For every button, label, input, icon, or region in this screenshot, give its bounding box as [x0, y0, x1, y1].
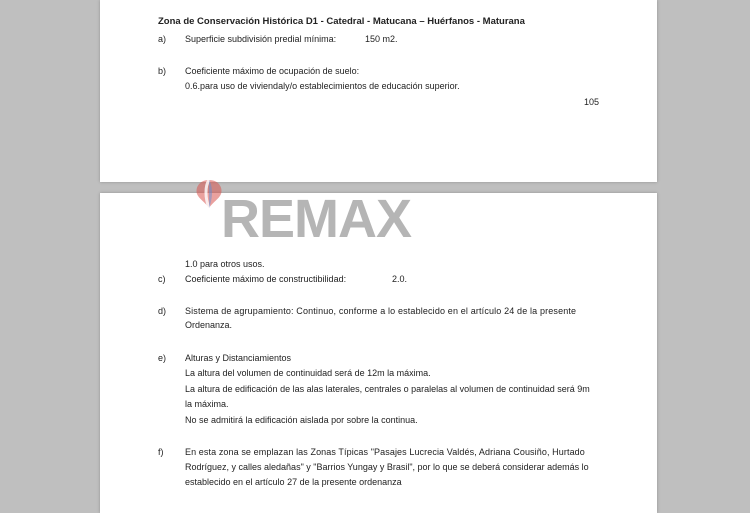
document-page-1	[100, 0, 657, 182]
continuation-text: 1.0 para otros usos.	[185, 259, 265, 269]
item-a-value: 150 m2.	[365, 34, 398, 44]
item-a-label: Superficie subdivisión predial mínima:	[185, 34, 337, 44]
document-page-2	[100, 193, 657, 513]
item-e-line1: La altura del volumen de continuidad será de 12m la máxima.	[185, 368, 431, 378]
item-e-letter: e)	[158, 353, 167, 363]
item-c-label: Coeficiente máximo de constructibilidad:	[185, 274, 347, 284]
item-e-line2: La altura de edificación de las alas laterales, centrales o paralelas al volumen de continuidad será 9m	[185, 384, 590, 394]
item-f-line1: En esta zona se emplazan las Zonas Típicas "Pasajes Lucrecia Valdés, Adriana Cousiño, Hurtado	[185, 447, 585, 457]
item-c-letter: c)	[158, 274, 166, 284]
item-b-letter: b)	[158, 66, 167, 76]
item-f-line3: establecido en el artículo 27 de la presente ordenanza	[185, 477, 402, 487]
item-e-title: Alturas y Distanciamientos	[185, 353, 292, 363]
item-d-line2: Ordenanza.	[185, 320, 233, 330]
item-a-letter: a)	[158, 34, 167, 44]
watermark-text: REMAX	[221, 189, 412, 249]
item-d-line1: Sistema de agrupamiento: Continuo, conforme a lo establecido en el artículo 24 de la presente	[185, 306, 577, 316]
item-e-line4: No se admitirá la edificación aislada por sobre la continua.	[185, 415, 418, 425]
item-f-letter: f)	[158, 447, 164, 457]
item-b-label: Coeficiente máximo de ocupación de suelo:	[185, 66, 360, 76]
page-number: 105	[584, 97, 600, 107]
item-f-line2: Rodríguez, y calles aledañas" y "Barrios Yungay y Brasil", por lo que se deberá considerar además lo	[185, 462, 589, 472]
item-c-value: 2.0.	[392, 274, 408, 284]
zone-heading: Zona de Conservación Histórica D1 - Catedral - Matucana – Huérfanos - Maturana	[158, 16, 525, 27]
item-b-line2: 0.6.para uso de viviendaly/o establecimientos de educación superior.	[185, 81, 460, 91]
item-e-line3: la máxima.	[185, 399, 229, 409]
item-d-letter: d)	[158, 306, 167, 316]
